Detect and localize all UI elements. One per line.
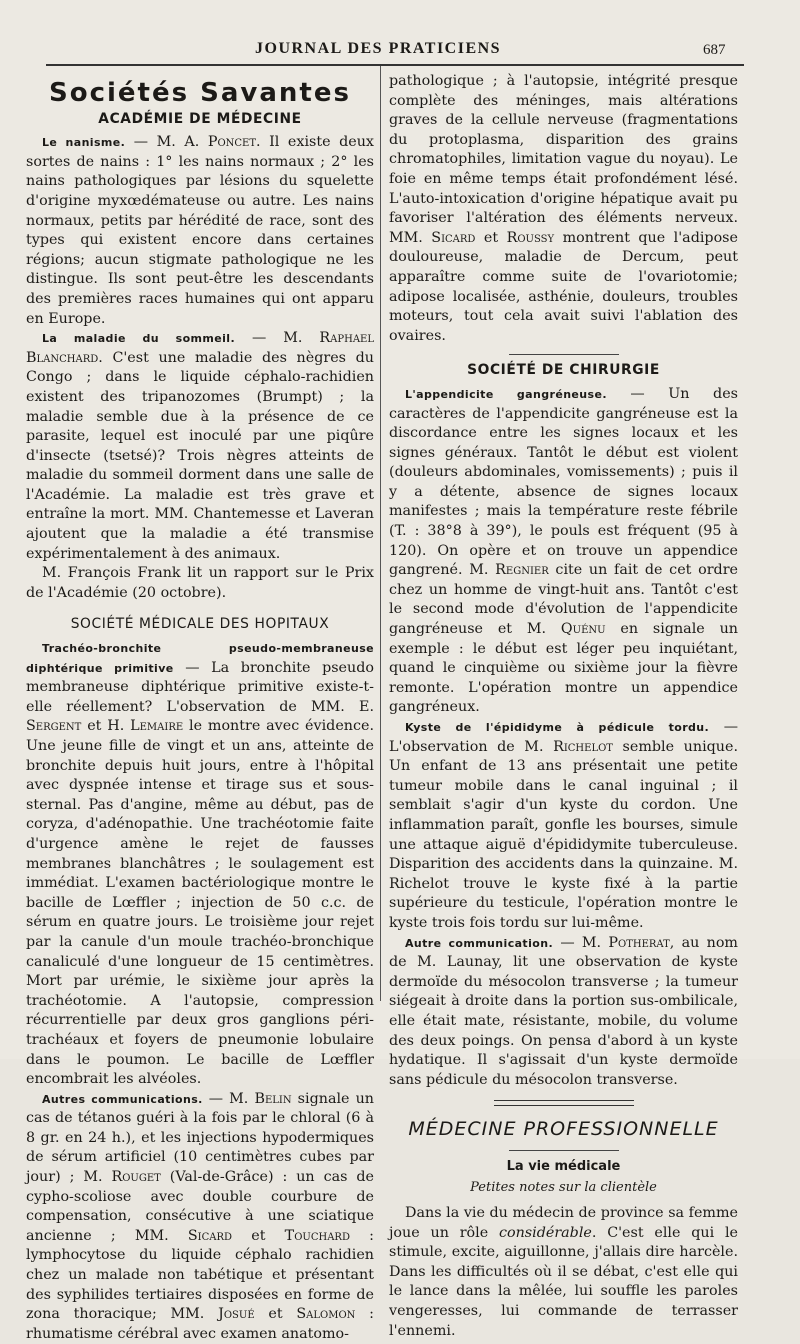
article-kyste-epididyme: Kyste de l'épididyme à pédicule tordu. — L'observation de M. Richelot semble unique. Un enfant de 13 ans présentait une petite tumeur mobile dans le canal inguinal ; il semblait s'agir d'un kyste du cordon. Une inflammation paraît, gonfle les bourses, simule une attaque aiguë d'épididymite tuberculeuse. Disparition des accidents dans la quinzaine. M. Richelot trouve le kyste fixé à la partie supérieure du testicule, l'opération montre le kyste trois fois tordu sur lui-même.: [389, 719, 739, 931]
article-lead: Trachéo-bronchite pseudo-membraneuse diphtérique primitive: [26, 642, 374, 675]
author-name: Regnier: [495, 562, 549, 579]
author-name: Potherat: [608, 934, 670, 951]
article-prix-academie: M. François Frank lit un rapport sur le Prix de l'Académie (20 octobre).: [26, 565, 374, 601]
article-maladie-sommeil: La maladie du sommeil. — M. Raphael Blanchard. C'est une maladie des nègres du Congo ; dans le liquide céphalo-rachidien existent des tripanozomes (Brumpt) ; la maladie semble due à la présence de ce parasite, lequel est inoculé par une piqûre d'insecte (tsetsé)? Trois nègres atteints de maladie du sommeil dorment dans une salle de l'Académie. La maladie est très grave et entraîne la mort. MM. Chantemesse et Laveran ajoutent que la maladie a été transmise expérimentalement à des animaux.: [26, 330, 374, 562]
column-divider: [380, 66, 381, 1001]
article-nanisme: Le nanisme. — M. A. Poncet. Il existe deux sortes de nains : 1° les nains normaux ; 2° les nains pathologiques par lésions du squelette d'origine myxœdémateuse ou autre. Les nains normaux, petits par hérédité de race, sont des types qui existent encore dans certaines régions; aucun stigmate pathologique ne les distingue. Ils sont peut-être les descendants des premières races humaines qui ont apparu en Europe.: [26, 134, 374, 327]
left-column: [26, 72, 374, 1344]
heading-societe-hopitaux: SOCIÉTÉ MÉDICALE DES HOPITAUX: [70, 616, 330, 633]
author-name: Salomon: [296, 1306, 356, 1323]
author-name: Sicard: [431, 229, 476, 246]
header-rule: [46, 64, 744, 66]
running-title: JOURNAL DES PRATICIENS: [255, 40, 502, 57]
subheading-petites-notes: Petites notes sur la clientèle: [470, 1180, 657, 1196]
article-appendicite: L'appendicite gangréneuse. — Un des caractères de l'appendicite gangréneuse est la discordance entre les signes locaux et les signes généraux. Tantôt le début est violent (douleurs abdominales, vomissements) ; puis il y a détente, absence de signes locaux manifestes ; mais la température reste fébrile (T. : 38°8 à 39°), le pouls est fréquent (95 à 120). On opère et on trouve un appendice gangrené. M. Regnier cite un fait de cet ordre chez un homme de vingt-huit ans. Tantôt c'est le second mode d'évolution de l'appendicite gangréneuse et M. Quénu en signale un exemple : le début est léger peu inquiétant, quand le cinquième ou sixième jour la fièvre remonte. L'opération montre un appendice gangréneux.: [389, 385, 738, 716]
page-number: 687: [703, 42, 726, 58]
author-name: Josué: [218, 1306, 255, 1323]
article-lead: Autre communication.: [405, 936, 554, 950]
section-title-societes-savantes: Sociétés Savantes: [49, 78, 351, 108]
section-double-rule: [494, 1100, 634, 1106]
author-name: Quénu: [560, 621, 606, 638]
author-name: Poncet: [207, 134, 257, 151]
author-name: Belin: [254, 1090, 292, 1107]
section-rule: [509, 354, 619, 355]
author-name: Rouget: [111, 1169, 161, 1186]
heading-academie-medecine: ACADÉMIE DE MÉDECINE: [98, 110, 302, 127]
author-name: Touchard: [284, 1227, 350, 1244]
article-lead: La maladie du sommeil.: [42, 332, 236, 346]
article-vie-medicale: Dans la vie du médecin de province sa femme joue un rôle considérable. C'est elle qui le stimule, excite, aiguillonne, j'allais dire harcèle. Dans les difficultés où il se débat, c'est elle qui le lance dans la mêlée, lui souffle les paroles vengeresses, lui commande de terrasser l'ennemi.: [389, 1205, 739, 1339]
article-continuation: pathologique ; à l'autopsie, intégrité presque complète des méninges, mais altérations graves de la cellule nerveuse (fragmentations du protoplasma, disparition des grains chromatophiles, limitation vague du noyau). Le foie en même temps était profondément lésé. L'auto-intoxication d'origine hépatique avait pu favoriser l'altération des éléments nerveux. MM. Sicard et Roussy montrent que l'adipose douloureuse, maladie de Dercum, peut apparaître comme suite de l'ovariotomie; adipose localisée, asthénie, douleurs, troubles moteurs, tout cela avait suivi l'ablation des ovaires.: [389, 73, 738, 344]
author-name: Lemaire: [130, 718, 184, 735]
heading-vie-medicale: La vie médicale: [506, 1158, 621, 1174]
author-name: Sicard: [187, 1227, 233, 1244]
article-lead: Kyste de l'épididyme à pédicule tordu.: [405, 721, 710, 734]
article-tracheo-bronchite: Trachéo-bronchite pseudo-membraneuse diphtérique primitive — La bronchite pseudo membraneuse diphtérique primitive existe-t-elle réellement? L'observation de MM. E. Sergent et H. Lemaire le montre avec évidence. Une jeune fille de vingt et un ans, atteinte de bronchite depuis huit jours, entre à l'hôpital avec dyspnée intense et tirage sus et sous-sternal. Pas d'angine, même au début, pas de coryza, d'adénopathie. Une trachéotomie faite d'urgence amène le rejet de fausses membranes blanchâtres ; le soulagement est immédiat. L'examen bactériologique montre le bacille de Lœffler ; injection de 50 c.c. de sérum en quatre jours. Le troisième jour rejet par la canule d'un moule trachéo-bronchique canaliculé d'une longueur de 15 centimètres. Mort par urémie, le sixième jour après la trachéotomie. A l'autopsie, compression récurrentielle par deux gros ganglions péri-trachéaux et foyers de pneumonie lobulaire dans le poumon. Le bacille de Lœffler encombrait les alvéoles.: [26, 642, 374, 1088]
article-autre-communication: Autre communication. — M. Potherat, au nom de M. Launay, lit une observation de kyste dermoïde du mésocolon transverse ; la tumeur siégeait à droite dans la portion sus-ombilicale, elle était mate, résistante, mobile, du volume des deux poings. On pensa d'abord à un kyste hydatique. Il s'agissait d'un kyste dermoïde sans pédicule du mésocolon transverse.: [389, 934, 738, 1088]
heading-societe-chirurgie: SOCIÉTÉ DE CHIRURGIE: [467, 362, 660, 379]
article-lead: Autres communications.: [42, 1092, 203, 1106]
heading-medecine-professionnelle: MÉDECINE PROFESSIONNELLE: [408, 1118, 719, 1141]
right-column: [389, 72, 738, 1341]
article-autres-communications: Autres communications. — M. Belin signale un cas de tétanos guéri à la fois par le chloral (6 à 8 gr. en 24 h.), et les injections hypodermiques de sérum artificiel (10 centimètres cubes par jour) ; M. Rouget (Val-de-Grâce) : un cas de cypho-scoliose avec double courbure de compensation, consécutive à une sciatique ancienne ; MM. Sicard et Touchard : lymphocytose du liquide céphalo rachidien chez un malade non tabétique et présentant des syphilides tertiaires disposées en forme de zona thoracique; MM. Josué et Salomon : rhumatisme cérébral avec examen anatomo-: [26, 1090, 374, 1342]
author-name: Roussy: [506, 229, 555, 246]
author-name: Raphael Blanchard: [26, 330, 374, 366]
author-name: Richelot: [553, 738, 613, 755]
article-lead: L'appendicite gangréneuse.: [405, 387, 607, 401]
author-name: Sergent: [26, 718, 82, 735]
section-rule: [509, 1150, 619, 1151]
article-lead: Le nanisme.: [42, 136, 126, 150]
